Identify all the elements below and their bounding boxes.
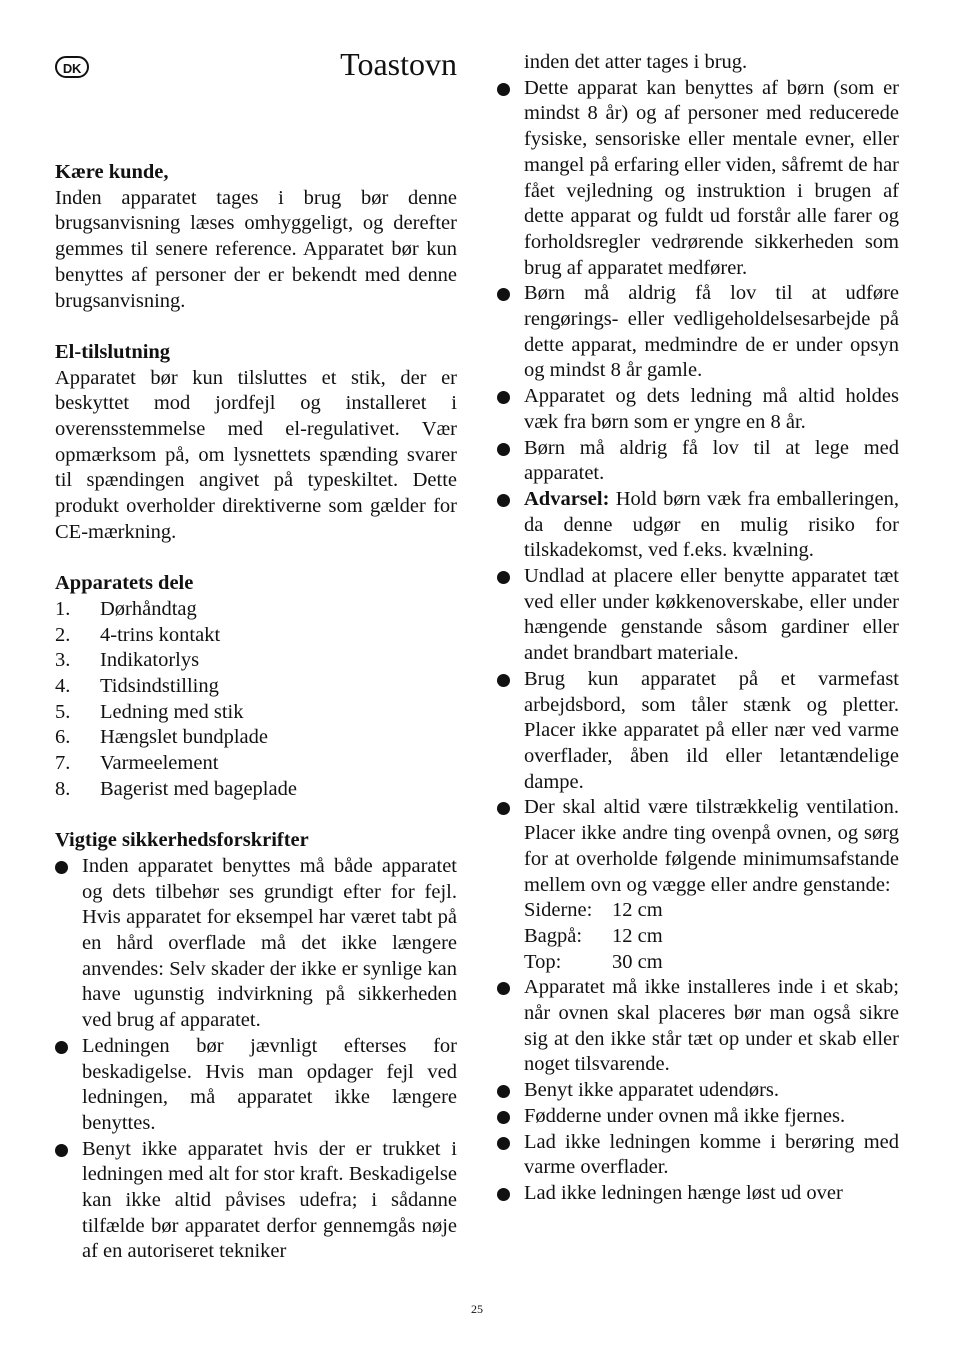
list-item	[55, 700, 457, 726]
item-number: 7.	[55, 752, 71, 775]
bullet-dot-icon	[497, 802, 510, 815]
safety-bullet-list	[55, 854, 457, 1265]
parts-list	[55, 597, 457, 803]
bullet-dot-icon	[497, 288, 510, 301]
bullet-text: Fødderne under ovnen må ikke fjernes.	[524, 1104, 846, 1127]
bullet-item	[497, 1078, 899, 1104]
bullet-text: Børn må aldrig få lov til at lege med apparatet.	[524, 436, 899, 485]
item-number: 6.	[55, 726, 71, 749]
bullet-dot-icon	[55, 1144, 68, 1157]
item-label: Bagerist med bageplade	[100, 777, 297, 800]
list-item	[55, 648, 457, 674]
bullet-text: Ledningen bør jævnligt efterses for beskadigelse. Hvis man opdager fejl ved ledningen, må apparatet ikke længere benyttes.	[82, 1034, 457, 1134]
item-number: 2.	[55, 623, 71, 646]
distance-label: Top:	[524, 950, 562, 973]
bullet-text: Brug kun apparatet på et varmefast arbejdsbord, som tåler stænk og pletter. Placer ikke apparatet på eller nær ved varme overflader, åben ild eller letantændelige dampe.	[524, 667, 899, 793]
safety-heading: Vigtige sikkerhedsforskrifter	[55, 829, 309, 852]
bullet-item	[497, 975, 899, 1078]
bullet-item	[497, 76, 899, 282]
page-title: Toastovn	[340, 46, 457, 82]
item-label: Varmeelement	[100, 752, 219, 775]
item-label: Ledning med stik	[100, 700, 244, 723]
distance-label: Bagpå:	[524, 924, 583, 947]
bullet-text: Apparatet må ikke installeres inde i et skab; når ovnen skal placeres bør man også sikre sig at den ikke står tæt op under et skab eller noget tilsvarende.	[524, 976, 899, 1076]
item-label: Dørhåndtag	[100, 597, 197, 620]
item-label: 4-trins kontakt	[100, 623, 221, 646]
bullet-item	[497, 436, 899, 487]
bullet-dot-icon	[497, 83, 510, 96]
list-item	[55, 725, 457, 751]
bullet-text: Undlad at placere eller benytte apparatet tæt ved eller under køkkenoverskabe, eller under hængende genstande såsom gardiner eller andet brandbart materiale.	[524, 565, 899, 665]
bullet-item	[497, 564, 899, 667]
bullet-item	[497, 1181, 899, 1207]
list-item	[55, 597, 457, 623]
bullet-text: Inden apparatet benyttes må både apparatet og dets tilbehør ses grundigt efter for fejl. Hvis apparatet for eksempel har været tabt på en hård overflade må det ikke længere anvendes: Selv skader der ikke er synlige kan have ugunstig indvirkning på sikkerheden ved brug af apparatet.	[82, 854, 457, 1032]
bullet-dot-icon	[497, 1188, 510, 1201]
distance-label: Siderne:	[524, 899, 593, 922]
list-item	[55, 777, 457, 803]
list-item	[55, 751, 457, 777]
bullet-dot-icon	[55, 1041, 68, 1054]
bullet-item	[497, 667, 899, 796]
bullet-dot-icon	[497, 391, 510, 404]
bullet-item	[497, 281, 899, 384]
bullet-dot-icon	[497, 1111, 510, 1124]
right-column	[497, 50, 899, 1207]
bullet-dot-icon	[497, 443, 510, 456]
bullet-text: Apparatet og dets ledning må altid holdes væk fra børn som er yngre en 8 år.	[524, 385, 899, 433]
bullet-text: Benyt ikke apparatet hvis der er trukket i ledningen med alt for stor kraft. Beskadigelse kan ikke altid påvises udefra; i sådanne tilfælde bør apparatet derfor gennemgås nøje af en autoriseret tekniker	[82, 1137, 457, 1263]
bullet-dot-icon	[497, 494, 510, 507]
item-label: Tidsindstilling	[100, 675, 219, 698]
ventilation-text: Der skal altid være tilstrækkelig ventilation. Placer ikke andre ting ovenpå ovnen, og sørg for at overholde følgende minimumsafstande mellem ovn og vægge eller andre genstande:	[524, 796, 899, 896]
bullet-text: Dette apparat kan benyttes af børn (som er mindst 8 år) og af personer med reducerede fysiske, sensoriske eller mentale evner, eller mangel på erfaring eller viden, såfremt de har fået vejledning og instruktion i brugen af dette apparat og fuldt ud forstår alle farer og forholdsregler vedrørende sikkerheden som brug af apparatet medfører.	[524, 76, 899, 279]
item-number: 1.	[55, 597, 71, 620]
item-number: 3.	[55, 649, 71, 672]
spacer	[55, 803, 457, 829]
item-label: Indikatorlys	[100, 649, 200, 672]
item-number: 5.	[55, 700, 71, 723]
item-number: 4.	[55, 675, 71, 698]
list-item	[55, 674, 457, 700]
distance-row	[524, 950, 899, 976]
distance-row	[524, 898, 899, 924]
bullet-item	[497, 1130, 899, 1181]
language-badge: DK	[55, 56, 89, 78]
bullet-dot-icon	[497, 1085, 510, 1098]
warning-item	[497, 487, 899, 564]
bullet-text: Børn må aldrig få lov til at udføre rengørings- eller vedligeholdelsesarbejde på dette apparat, medmindre de er under opsyn og mindst 8 år gamle.	[524, 282, 899, 382]
greeting-heading: Kære kunde,	[55, 161, 169, 183]
continuation-text: inden det atter tages i brug.	[524, 51, 748, 73]
bullet-item	[497, 1104, 899, 1130]
greeting-text: Inden apparatet tages i brug bør denne brugsanvisning læses omhyggeligt, og derefter gemmes til senere reference. Apparatet bør kun benyttes af personer der er bekendt med denne brugsanvisning.	[55, 186, 457, 312]
distance-value: 30 cm	[612, 950, 663, 973]
bullet-text: Lad ikke ledningen hænge løst ud over	[524, 1181, 843, 1204]
bullet-item	[497, 384, 899, 435]
bullet-dot-icon	[497, 982, 510, 995]
bullet-item	[55, 1137, 457, 1266]
spacer	[55, 546, 457, 572]
bullet-item	[55, 854, 457, 1034]
electrical-text: Apparatet bør kun tilsluttes et stik, der er beskyttet mod jordfejl og installeret i overensstemmelse med el-regulativet. Vær opmærksom på, om lysnettets spænding svarer til spændingen angivet på typeskiltet. Dette produkt overholder direktiverne som gælder for CE-mærkning.	[55, 366, 457, 543]
electrical-heading: El-tilslutning	[55, 340, 171, 363]
warning-label: Advarsel:	[524, 487, 610, 510]
left-column	[55, 160, 457, 1265]
spacer	[55, 314, 457, 340]
page-number: 25	[471, 1302, 483, 1316]
item-number: 8.	[55, 777, 71, 800]
distance-value: 12 cm	[612, 899, 663, 922]
bullet-dot-icon	[497, 571, 510, 584]
bullet-dot-icon	[497, 674, 510, 687]
distance-row	[524, 924, 899, 950]
warning-text: Hold børn væk fra emballeringen, da denne udgør en mulig risiko for tilskadekomst, ved f.eks. kvælning.	[524, 487, 899, 562]
parts-heading: Apparatets dele	[55, 572, 194, 595]
bullet-item	[55, 1034, 457, 1137]
bullet-dot-icon	[497, 1137, 510, 1150]
safety-bullet-list-right	[497, 76, 899, 1207]
ventilation-item	[497, 795, 899, 975]
list-item	[55, 623, 457, 649]
bullet-dot-icon	[55, 861, 68, 874]
bullet-text: Benyt ikke apparatet udendørs.	[524, 1079, 780, 1102]
bullet-text: Lad ikke ledningen komme i berøring med varme overflader.	[524, 1130, 899, 1179]
item-label: Hængslet bundplade	[100, 726, 268, 749]
distance-value: 12 cm	[612, 924, 663, 947]
